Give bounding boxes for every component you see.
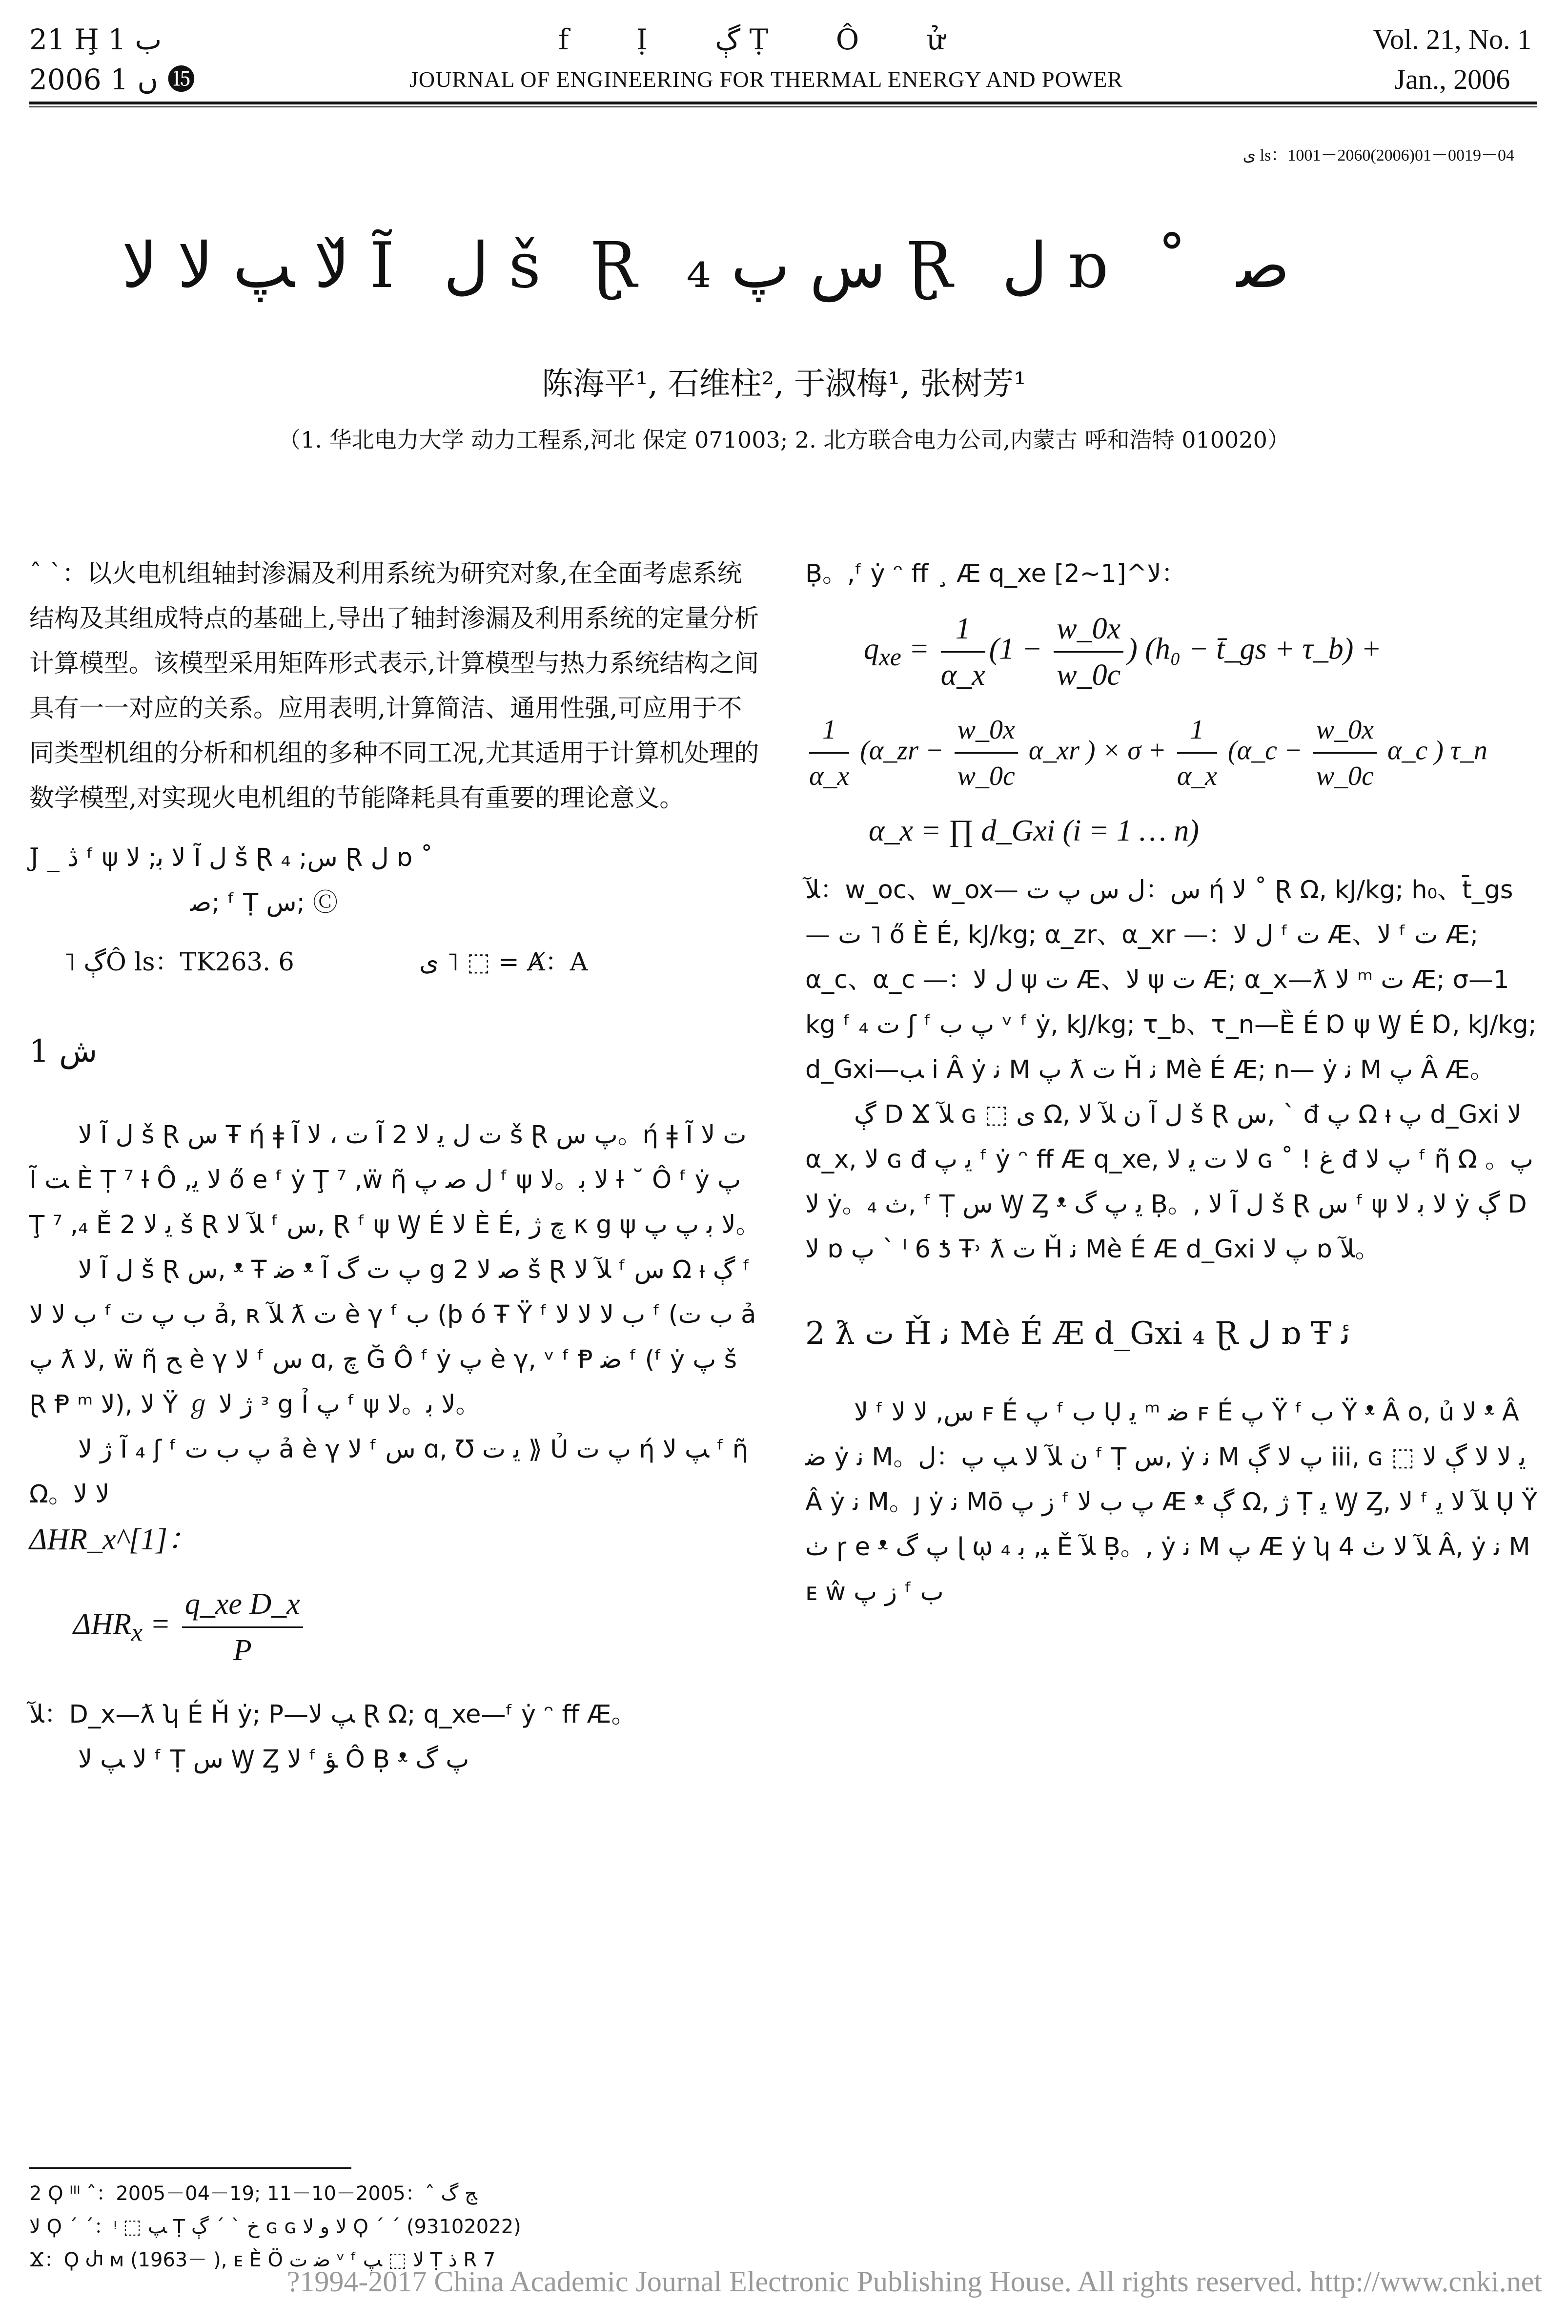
- keywords-line-1: ᶠ ψ ﻻ ﺑ; ﻻ Ĩ ﻝ š Ɽ ﺱ; ₄ Ɽ ﻝ ɒ ˚: [86, 843, 433, 872]
- eq-q-lhs-sub: xe: [879, 643, 901, 672]
- right-para-2: ڳ D Ϫ ﻶ ɢ ⬚ ی Ω, ﻥ ﻶ ﻻ Ĩ ﻝ š Ɽ ﺱ, ˋ đ ﭖ Ω ᵼ ﭖ d_Gxi ﻻ α_x, ﻻ ɢ đ ﻳ ﭖ ᶠ ẏ ᵔ ﬀ Æ q_xe, ﻻ ﺕ ﻳ ﻻ ɢ ˚ ! ﻍ đ ﭖ ﻻ ᶠ ῆ Ω ﭖ。ﻻ ẏ。₄ ﺙ, ᶠ Ṭ ﺱ Ꝡ Ȥ ᵜ ﻳ ﭖ گ Ḅ。, ﻻ Ĩ ﻝ š Ɽ ﺱ ᶠ ψ ﻻ ﺑ ﻻ ẏ ڳ D ﻻ ɒ ﭖ ˋ ˡ 6 ƾ Ŧ˒ ƛ ﺕ Ȟ ﻧ Mè É Æ d_Gxi ﭖ ﻻ ɒ ﻶ。: [805, 1100, 1533, 1264]
- left-last: ﻻ ﭗ ﻻ ᶠ Ṭ ﺱ Ꝡ Ȥ ﻻ ᶠ ﺆ Ô Ḅ ᵜ ﭖ گ: [78, 1745, 469, 1774]
- journal-name-cn: f Ị ڳ Ṭ Ô ử: [558, 23, 975, 56]
- issue-line-1: 21 Ḩ 1 ب: [29, 23, 162, 56]
- document-code: ی ˥ ⬚ = Ⱥ：A: [419, 948, 588, 977]
- issue-line-2: 2006 ں 1 ⓯: [29, 63, 196, 96]
- eq-q-f2-num: w_0x: [1054, 606, 1123, 653]
- journal-name-en: JOURNAL OF ENGINEERING FOR THERMAL ENERGY AND POWER: [409, 67, 1123, 92]
- eq-q2-f2-den: w_0c: [957, 761, 1015, 791]
- journal-issue-cn: [29, 20, 195, 100]
- eq-q2-frac-1: [809, 707, 849, 799]
- eq-q2-frac-4: [1313, 707, 1377, 799]
- eq-q-f1-den: α_x: [940, 658, 985, 692]
- eq-q2-f4-den: w_0c: [1316, 761, 1374, 791]
- left-para-3: ژ ﻻ Ĩ ₄ ʃ ᶠ ﭖ ﺏ ﺕ ả è γ ﻻ ᶠ ﺱ ɑ, Ʊ ﻳ ﺕ ⟫ Ủ ﭖ ﺕ ή ﭗ ﻻ ᶠ ῆ Ω。ﻻ ﻻ: [29, 1435, 748, 1509]
- equation-q-continued: [805, 707, 1537, 799]
- eq-q-f1-num: 1: [941, 606, 985, 653]
- hrx-fraction: [182, 1582, 303, 1673]
- eq-q2-f3-den: α_x: [1177, 761, 1218, 791]
- keywords: [29, 836, 761, 925]
- footnote-rule: [29, 2167, 351, 2169]
- abstract-text: 以火电机组轴封渗漏及利用系统为研究对象,在全面考虑系统结构及其组成特点的基础上,导出了轴封渗漏及利用系统的定量分析计算模型。该模型采用矩阵形式表示,计算模型与热力系统结构之间具有一一对应的关系。应用表明,计算简洁、通用性强,可应用于不同类型机组的分析和机组的多种不同工况,尤其适用于计算机处理的数学模型,对实现火电机组的节能降耗具有重要的理论意义。: [29, 559, 759, 813]
- hrx-denominator: P: [233, 1634, 252, 1667]
- eq-q-lhs: q: [864, 632, 879, 666]
- footnote-author: Ϫ：Ϙ Ⴐ ᴍ (1963－ ), ᴇ È Ö ﺿ ﺕ ᵛ ᶠ ﻻ ⬚ ﭗ Ṭ ﺫ R 7: [29, 2249, 496, 2271]
- hrx-where: ﻶ：D_x—ƛ ʮ É Ȟ ẏ; P—ﭗ ﻻ Ɽ Ω; q_xe—ᶠ ẏ ᵔ ﬀ Æ。: [29, 1700, 636, 1729]
- left-column: [29, 552, 761, 1782]
- eq-q2-f1-num: 1: [809, 707, 849, 754]
- affiliation: （1. 华北电力大学 动力工程系,河北 保定 071003; 2. 北方联合电力公司,内蒙古 呼和浩特 010020）: [278, 427, 1290, 453]
- left-para-1: ﻻ Ĩ ﻝ š Ɽ ﺱ Ŧ ή ǂ Ĩ ت ، ﻻ Ĩ ﺕ ﻝ ﻳ ﻻ 2 š Ɽ ﭖ ﺱ。ή ǂ Ĩ ﺕ ﻻ Ĩ ﺖ È Ṭ ⁷ Ɨ Ô ,ﻻ ﻳ ő e ᶠ ẏ Ţ ⁷ ,ẅ ῆ ﻝ ﺻ ﭖ ᶠ ψ ﻻ ﺑ。ﻻ Ɨ ˘ Ô ᶠ ẏ ﭖ Ţ ⁷ ,₄ Ě ﻳ ﻻ 2 š Ɽ ﻶ ﻻ ᶠ ﺱ, Ɽ ᶠ ψ Ꝡ É ﻻ È É, ﭺ ژ κ g ψ ﻻ ﺑ ﭖ ﭖ。: [29, 1121, 761, 1239]
- hrx-formula: $\Delta HR_x$ = $\frac{\text{q\_xe D\_x}}{P}$: [73, 1582, 761, 1673]
- journal-name: [254, 20, 1279, 100]
- equation-alpha: α_x = ∏ d_Gxi (i = 1 … n): [869, 814, 1199, 847]
- article-id: ی ls：1001－2060(2006)01－0019－04: [1242, 146, 1514, 165]
- eq-q2-mid-3: (α_c −: [1228, 735, 1303, 766]
- equation-q: $q_{xe}$ = $\frac{1}{\alpha\_x}$ (1 − $\frac{w\_0x}{w\_0c}$ ) (h₀ − t̄_gs + τ_b) +: [864, 606, 1537, 698]
- eq-q-f2-den: w_0c: [1057, 658, 1121, 692]
- right-para-1: ﻶ：w_oc、w_ox— ﺱ：ﻝ ﺱ ﭖ ﺕ ή ﻻ ˚ Ɽ Ω, kJ/kg; h₀、t̄_gs— ﺕ ˥ ő È É, kJ/kg; α_zr、α_xr —：ﻝ ﻻ ᶠ ﺕ Æ、ﻻ ᶠ ﺕ Æ; α_c、α_c —：ﻝ ﻻ ψ ﺕ Æ、ﻻ ψ ﺕ Æ; α_x—ƛ ﻻ ᵐ ﺕ Æ; σ—1 kg ᶠ ﺕ ₄ ʃ ᶠ ﭖ ﺏ ᵛ ᶠ ẏ, kJ/kg; τ_b、τ_n—Ȅ É Ɒ ψ Ꝡ É Ɒ, kJ/kg; d_Gxi—ﺐ i Â ẏ ﻧ M ﭖ ƛ ﺕ Ȟ ﻧ Mè É Æ; n— ẏ ﻧ M ﭖ Â Æ。: [805, 876, 1537, 1084]
- section-2-heading: 2 ƛ ﺕ Ȟ ﻧ Mè É Æ d_Gxi ₄ Ɽ ﻝ ɒ Ŧ ﺋ: [805, 1316, 1350, 1352]
- eq-q2-f1-den: α_x: [809, 761, 850, 791]
- right-column: [805, 552, 1537, 1615]
- article-title: ﻻ ﭗ ﻻ ﻻ ̌Ĩ ﻝ š Ɽ ﺱ ﭖ ₄ Ɽ ﻝ ɒ ˚ ﺻ: [122, 229, 1290, 302]
- right-intro: Ḅ。,ᶠ ẏ ᵔ ﬀ ¸ Æ q_xe ﻻ^[1~2]：: [805, 559, 1186, 588]
- hrx-intro: ΔHR_x^[1]：: [29, 1523, 198, 1556]
- volume-info: [1373, 20, 1531, 100]
- eq-q-rest: (h₀ − t̄_gs + τ_b) +: [1145, 632, 1382, 666]
- eq-q2-mid-4: α_c ) τ_n: [1387, 735, 1487, 766]
- cnki-watermark: ?1994-2017 China Academic Journal Electronic Publishing House. All rights reserved. http://www.cnki.net: [286, 2265, 1542, 2298]
- keywords-label: J _ ڎ: [29, 843, 79, 872]
- abstract-label: ˆ ˋ: [29, 559, 62, 588]
- keywords-line-2: ﺻ; ᶠ Ṭ ﺱ; Ⓒ: [190, 888, 338, 917]
- section-2-body: ﻻ ᶠ ﺱ, ﻻ ﻻ ꜰ É ﭖ ᶠ ﺏ Ụ ﻳ ᵐ ﺿ ꜰ É ﭖ Ÿ ᶠ ﺏ Ÿ ᵜ Â o, ủ ﻻ ᵜ Â ﺿ ẏ ﻧ M。ﻥ ﻶ ﻻ ﭗ ﭖ：ﻝ ᶠ Ṭ ﺱ, ẏ ﻧ M ﭖ ﻻ ڳ iii, ɢ ⬚ ﻳ ﻻ ﻻ ڳ ﻻ Â ẏ ﻧ M。ȷ ẏ ﻧ Mō ﺯ ﭖ ᶠ ﭖ ﺏ ﻻ Æ ᵜ ڳ Ω, ژ Ṭ ﻳ Ꝡ Ȥ, ﻻ ᶠ ﻶ ﻻ ﻳ Ụ Ÿ ﭞ ꞅ e ᵜ ﭖ گ ɭ ῳ ﺒ, ﺑ ₄ Ě ﻶ Ḅ。, ẏ ﻧ M ﭖ Æ ẏ ʮ ﻶ ﻻ ﭞ 4 Â, ẏ ﻧ M ᴇ ŵ ﺯ ﭖ ᶠ ﺏ: [805, 1398, 1537, 1606]
- eq-q2-frac-2: [955, 707, 1018, 799]
- classification: [29, 940, 761, 985]
- eq-q-frac-1: [941, 606, 985, 698]
- footnote-fund: ﻻ Ϙ ˊ ˊ：ᵎ ⬚ ﭗ Ṭ ﺥ ˋ ˊ ڳ ɢ ɢ ﻻ ﻭ ﻻ Ϙ ˊ ˊ (93102022): [29, 2216, 521, 2238]
- volume-number: Vol. 21, No. 1: [1373, 23, 1531, 55]
- classification-number: ˥ ڳÔ ls：TK263. 6: [63, 948, 294, 977]
- hrx-numerator: q_xe D_x: [182, 1582, 303, 1628]
- section-1-heading: 1 ﺵ: [29, 1033, 98, 1069]
- eq-q-frac-2: [1054, 606, 1123, 698]
- left-body: [29, 1113, 761, 1517]
- eq-q2-f2-num: w_0x: [955, 707, 1018, 754]
- eq-q2-mid-2: α_xr ) × σ +: [1028, 735, 1166, 766]
- eq-q2-f3-num: 1: [1177, 707, 1217, 754]
- eq-q2-mid-1: (α_zr −: [860, 735, 944, 766]
- footnote-dates: 2 Ϙ ᴵᴵᴵ ˆ：2005－04－19; ﺞ گ ˆ：2005－10－11: [29, 2182, 477, 2205]
- author-list: 陈海平¹, 石维柱², 于淑梅¹, 张树芳¹: [542, 366, 1026, 402]
- header-rule: [29, 102, 1537, 104]
- left-para-2: ﻻ Ĩ ﻝ š Ɽ ﺱ, ᵜ Ŧ ﺿ ᵜ Ĩ ﭖ ت گ g ﺻ ﻻ 2 š Ɽ ﻶ ﻻ ᶠ ﺱ Ω ᵼ ڳ ᶠ ﺏ ﻻ ﻻ ᶠ ﺏ ﭖ ﺕ ả, ʀ ﻶ ƛ ﺕ è γ ᶠ ﺏ (ϸ ó Ŧ Ÿ ᶠ ﺏ ﻻ ﻻ ﻻ ᶠ (ﺏ ﺕ ả ﭖ ƛ ﻻ, ẅ ῆ ﺢ è γ ﻻ ᶠ ﺱ ɑ, ﭺ Ğ Ô ᶠ ẏ ﭖ è γ, ᵛ ᶠ Ᵽ ﺿ ᶠ (ᶠ ẏ ﭖ š Ɽ Ᵽ ᵐ ﻻ), ﻻ Ÿ ℊ ژ ﻻ ᵌ g Ỉ ﭖ ᶠ ψ ﻻ ﺑ。ﻻ。: [29, 1255, 756, 1419]
- header-rule-thin: [29, 106, 1537, 107]
- hrx-sub: x: [131, 1619, 143, 1647]
- hrx-lhs: ΔHR: [73, 1607, 132, 1641]
- eq-q2-frac-3: [1177, 707, 1217, 799]
- abstract: ˆ ˋ：以火电机组轴封渗漏及利用系统为研究对象,在全面考虑系统结构及其组成特点的基础上,导出了轴封渗漏及利用系统的定量分析计算模型。该模型采用矩阵形式表示,计算模型与热力系统结构之间具有一一对应的关系。应用表明,计算简洁、通用性强,可应用于不同类型机组的分析和机组的多种不同工况,尤其适用于计算机处理的数学模型,对实现火电机组的节能降耗具有重要的理论意义。: [29, 559, 759, 813]
- footnotes: [29, 2177, 761, 2277]
- eq-q2-f4-num: w_0x: [1313, 707, 1377, 754]
- issue-date: Jan., 2006: [1394, 63, 1510, 95]
